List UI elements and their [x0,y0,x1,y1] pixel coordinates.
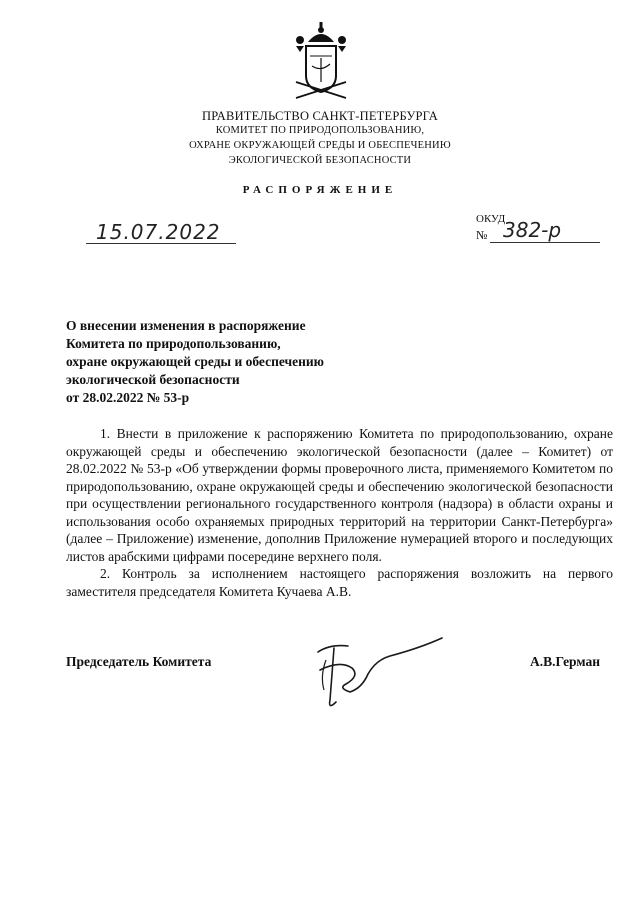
committee-name-line-2: ОХРАНЕ ОКРУЖАЮЩЕЙ СРЕДЫ И ОБЕСПЕЧЕНИЮ [189,140,451,151]
date-underline [86,243,236,244]
subject-line: экологической безопасности [66,372,240,387]
document-subject [66,317,426,407]
subject-line: от 28.02.2022 № 53-р [66,390,190,405]
handwritten-signature-icon [290,630,450,715]
document-date: 15.07.2022 [96,220,221,244]
signatory-name: А.В.Герман [530,654,600,669]
okud-label: ОКУД [476,213,506,225]
document-number: 382-р [503,218,562,242]
document-body [66,425,613,600]
subject-line: О внесении изменения в распоряжение [66,318,306,333]
coat-of-arms-icon [286,20,356,110]
committee-name-line-3: ЭКОЛОГИЧЕСКОЙ БЕЗОПАСНОСТИ [228,155,412,166]
body-paragraph-2: 2. Контроль за исполнением настоящего распоряжения возложить на первого заместителя председателя Комитета Кучаева А.В. [66,566,613,599]
body-paragraph-1: 1. Внести в приложение к распоряжению Комитета по природопользованию, охране окружающей среды и обеспечению экологической безопасности (далее – Комитет) от 28.02.2022 № 53-р «Об утверждении формы проверочного листа, применяемого Комитетом по природопользованию, охране окружающей среды и обеспечению экологической безопасности при осуществлении регионального государственного контроля (надзора) в области охраны и использования особо охраняемых природных территорий на территории Санкт-Петербурга» (далее – Приложение) изменение, дополнив Приложение нумерацией второго и последующих листов арабскими цифрами посередине верхнего поля. [66,426,613,564]
number-sign: № [476,228,488,242]
subject-line: Комитета по природопользованию, [66,336,281,351]
government-title: ПРАВИТЕЛЬСТВО САНКТ-ПЕТЕРБУРГА [202,109,438,123]
subject-line: охране окружающей среды и обеспечению [66,354,324,369]
document-type: РАСПОРЯЖЕНИЕ [242,184,398,196]
committee-name-line-1: КОМИТЕТ ПО ПРИРОДОПОЛЬЗОВАНИЮ, [215,125,425,136]
signatory-title: Председатель Комитета [66,654,212,669]
number-underline [490,242,600,243]
